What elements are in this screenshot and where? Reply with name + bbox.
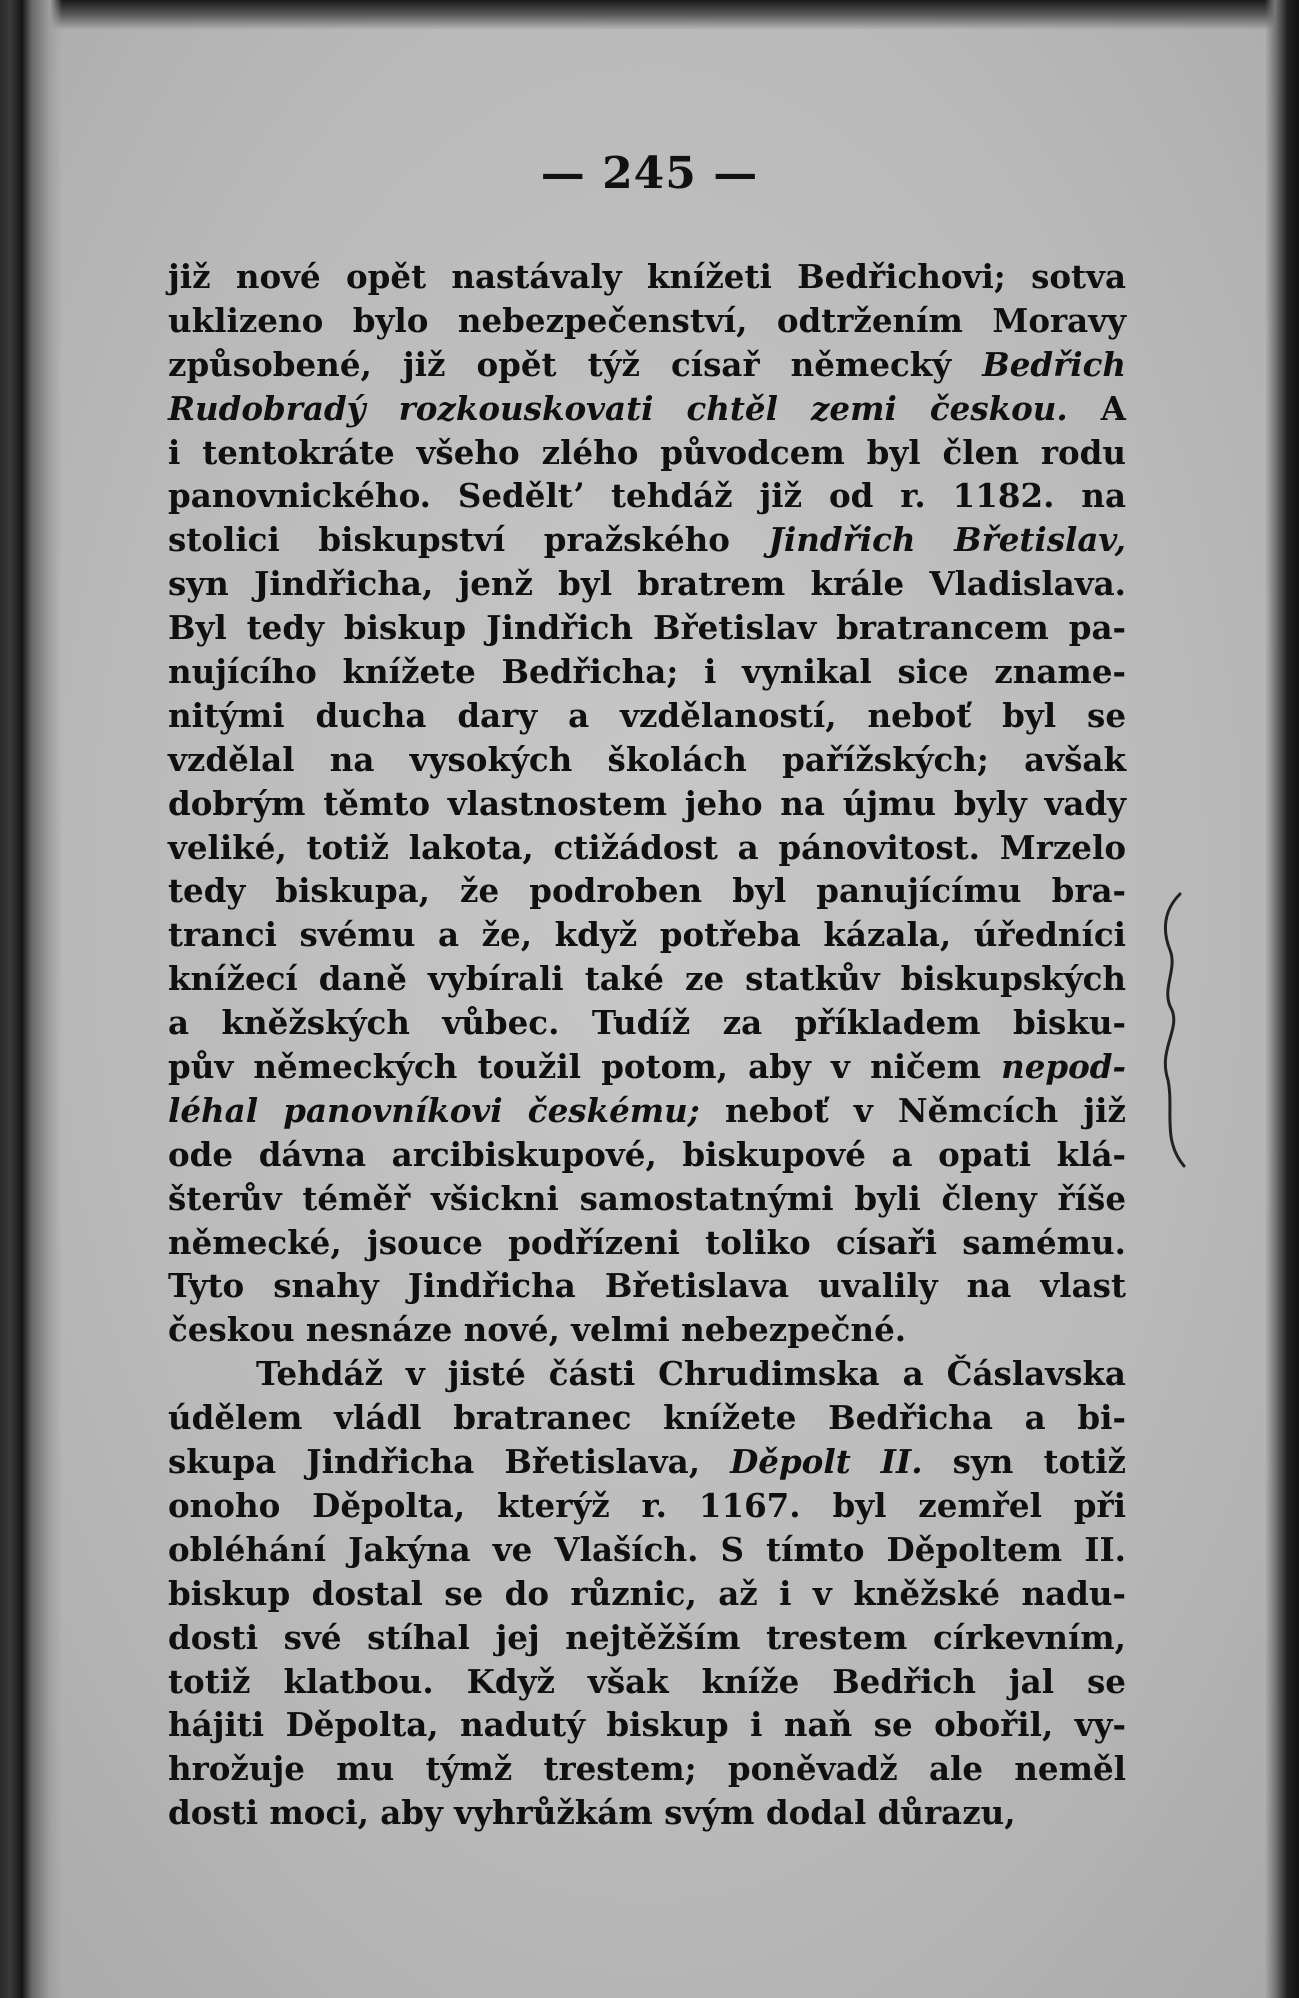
text-line [168,1572,1126,1616]
text-run: uklizeno bylo nebezpečenství, odtržením Moravy [168,300,1126,340]
text-run: Tyto snahy Jindřicha Břetislava uvalily na vlast [168,1266,1126,1306]
text-run: syn Jindřicha, jenž byl bratrem krále Vladislava. [168,564,1126,604]
text-run: stolici biskupství pražského [168,520,769,560]
italic-text: nepod- [1001,1047,1126,1087]
text-line [168,1264,1126,1308]
italic-text: Děpolt II. [730,1442,923,1482]
italic-text: Jindřich Břetislav, [768,520,1126,560]
text-run: onoho Děpolta, kterýž r. 1167. byl zemřel při [168,1485,1126,1525]
text-line [168,826,1126,870]
text-line [168,255,1126,299]
text-line [168,474,1126,518]
text-line [168,1440,1126,1484]
text-line [168,1747,1126,1791]
text-run: syn totiž [922,1442,1127,1482]
text-run: hájiti Děpolta, nadutý biskup i naň se obořil, vy- [168,1705,1126,1745]
text-run: nujícího knížete Bedřicha; i vynikal sice zname- [168,652,1126,692]
text-run: panovnického. Seděltʼ tehdáž již od r. 1182. na [168,476,1126,516]
text-line [168,1396,1126,1440]
text-line [168,650,1126,694]
text-line [168,957,1126,1001]
text-line [168,1089,1126,1133]
text-line [168,606,1126,650]
text-run: pův německých toužil potom, aby v ničem [168,1047,1002,1087]
text-run: Tehdáž v jisté části Chrudimska a Čáslavska [256,1354,1126,1394]
text-run: A [1067,388,1127,428]
text-run: tedy biskupa, že podroben byl panujícímu bra- [168,871,1126,911]
text-line [168,1791,1126,1835]
italic-text: léhal panovníkovi českému; [168,1090,700,1130]
text-line [168,1308,1126,1352]
text-run: i tentokráte všeho zlého původcem byl člen rodu [168,432,1126,472]
text-run: knížecí daně vybírali také ze statkův biskupských [168,959,1126,999]
text-line [168,1484,1126,1528]
text-run: způsobené, již opět týž císař německý [168,344,983,384]
text-run: dosti moci, aby vyhrůžkám svým dodal důrazu, [168,1793,1016,1833]
page-right-edge [1265,0,1299,1998]
page-top-edge [0,0,1299,30]
text-run: vzdělal na vysokých školách pařížských; avšak [168,739,1126,779]
page-binding-edge [0,0,62,1998]
text-line [168,1703,1126,1747]
italic-text: Bedřich [982,344,1126,384]
text-run: německé, jsouce podřízeni toliko císaři samému. [168,1222,1126,1262]
text-run: ode dávna arcibiskupové, biskupové a opati klá- [168,1134,1126,1174]
text-run: a kněžských vůbec. Tudíž za příkladem bisku- [168,1003,1126,1043]
text-run: dobrým těmto vlastnostem jeho na újmu byly vady [168,783,1126,823]
text-line [168,562,1126,606]
text-run: údělem vládl bratranec knížete Bedřicha a bi- [168,1398,1126,1438]
margin-brace-mark [1150,890,1190,1170]
text-line [168,694,1126,738]
text-line [168,387,1126,431]
text-run: neboť v Němcích již [699,1090,1126,1130]
text-run: totiž klatbou. Když však kníže Bedřich jal se [168,1661,1126,1701]
italic-text: Rudobradý rozkouskovati chtěl zemi českou. [168,388,1068,428]
text-line [168,1045,1126,1089]
text-line [168,1221,1126,1265]
text-run: biskup dostal se do různic, až i v kněžské nadu- [168,1573,1126,1613]
text-run: tranci svému a že, když potřeba kázala, úředníci [168,915,1126,955]
text-line [168,343,1126,387]
text-run: již nové opět nastávaly knížeti Bedřichovi; sotva [168,257,1126,296]
text-run: veliké, totiž lakota, ctižádost a pánovitost. Mrzelo [168,827,1126,867]
text-line [168,1133,1126,1177]
text-line [168,299,1126,343]
text-line [168,869,1126,913]
text-run: šterův téměř všickni samostatnými byli členy říše [168,1178,1126,1218]
text-line [168,431,1126,475]
text-line [168,913,1126,957]
text-run: nitými ducha dary a vzdělaností, neboť byl se [168,695,1126,735]
page-number: — 245 — [540,148,759,199]
text-line [168,1660,1126,1704]
text-line [168,1352,1126,1396]
text-line [168,1177,1126,1221]
text-line [168,738,1126,782]
text-line [168,1001,1126,1045]
text-line [168,1528,1126,1572]
text-run: skupa Jindřicha Břetislava, [168,1442,731,1482]
text-run: dosti své stíhal jej nejtěžším trestem církevním, [168,1617,1126,1657]
text-run: obléhání Jakýna ve Vlaších. S tímto Děpoltem II. [168,1529,1126,1569]
text-run: Byl tedy biskup Jindřich Břetislav bratrancem pa- [168,608,1126,648]
text-line [168,782,1126,826]
text-line [168,1616,1126,1660]
text-run: hrožuje mu týmž trestem; poněvadž ale neměl [168,1749,1126,1789]
text-run: českou nesnáze nové, velmi nebezpečné. [168,1310,907,1350]
text-line [168,518,1126,562]
body-text [168,255,1126,1835]
